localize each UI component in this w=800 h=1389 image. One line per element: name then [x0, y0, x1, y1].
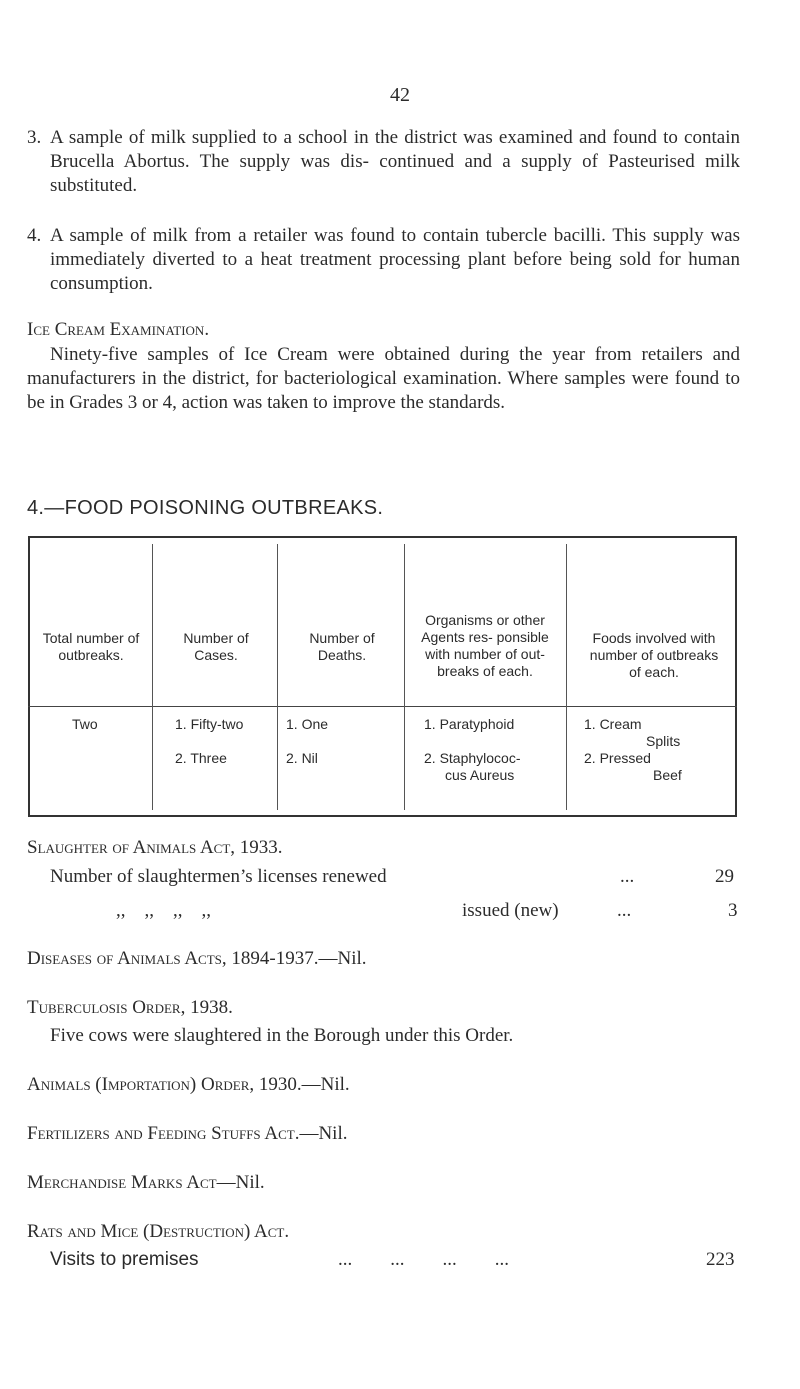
merchandise-line	[27, 1171, 265, 1195]
organism-2-cont: cus Aureus	[445, 767, 515, 783]
item-text: A sample of milk from a retailer was found to contain tubercle bacilli. This supply was immediately diverted to a heat treatment processing plant before being sold for human consumption.	[50, 225, 740, 294]
fertilizers-value: —Nil.	[299, 1123, 348, 1144]
table-header-rule	[28, 706, 737, 707]
animals-import-heading: Animals (Importation) Order, 1930.	[27, 1074, 302, 1095]
slaughter-heading: Slaughter of Animals Act, 1933.	[27, 837, 283, 858]
issued-value: 3	[728, 900, 738, 921]
table-border-right	[735, 536, 737, 817]
issued-label: issued (new)	[462, 900, 559, 921]
header-foods: Foods involved with number of outbreaks of each.	[589, 630, 719, 680]
rats-value: 223	[706, 1249, 735, 1270]
merchandise-heading: Merchandise Marks Act	[27, 1172, 217, 1193]
column-divider	[152, 544, 153, 810]
food-1-cont: Splits	[646, 733, 681, 749]
diseases-value: —Nil.	[318, 948, 367, 969]
column-divider	[277, 544, 278, 810]
animals-import-value: —Nil.	[301, 1074, 350, 1095]
item-text: A sample of milk supplied to a school in the district was examined and found to contain Brucella Abortus. The supply was dis- continued and a supply of Pasteurised milk substituted.	[50, 127, 740, 196]
renewed-label: Number of slaughtermen’s licenses renewed	[50, 866, 387, 887]
cases-1: 1. Fifty-two	[175, 716, 244, 732]
deaths-2: 2. Nil	[286, 750, 318, 766]
header-organisms: Organisms or other Agents res- ponsible with number of out- breaks of each.	[421, 612, 549, 679]
ditto-marks: ,, ,, ,, ,,	[116, 900, 211, 921]
food-1: 1. Cream	[584, 716, 642, 732]
column-divider	[566, 544, 567, 810]
table-border-left	[28, 536, 30, 817]
cases-2: 2. Three	[175, 750, 227, 766]
food-poisoning-table	[28, 536, 737, 817]
item-4	[0, 224, 800, 304]
renewed-value: 29	[715, 866, 734, 887]
tuberculosis-heading: Tuberculosis Order, 1938.	[27, 997, 233, 1018]
deaths-1: 1. One	[286, 716, 329, 732]
food-2: 2. Pressed	[584, 750, 651, 766]
tuberculosis-text: Five cows were slaughtered in the Borough under this Order.	[50, 1025, 514, 1046]
total-value: Two	[72, 716, 98, 732]
fertilizers-heading: Fertilizers and Feeding Stuffs Act.	[27, 1123, 300, 1144]
organism-1: 1. Paratyphoid	[424, 716, 515, 732]
item-number: 3.	[27, 127, 42, 148]
table-border-top	[28, 536, 737, 538]
animals-import-line	[27, 1073, 350, 1097]
ice-cream-text: Ninety-five samples of Ice Cream were obtained during the year from retailers and manufacturers in the district, for bacteriological examination. Where samples were found to be in Grades 3 or 4, action was taken to improve the standards.	[27, 344, 740, 413]
renewed-dots: ...	[620, 866, 635, 887]
header-deaths: Number of Deaths.	[309, 630, 375, 663]
merchandise-value: —Nil.	[216, 1172, 265, 1193]
fertilizers-line	[27, 1122, 347, 1146]
diseases-heading: Diseases of Animals Acts, 1894-1937.	[27, 948, 319, 969]
section-title: 4.—FOOD POISONING OUTBREAKS.	[27, 497, 384, 519]
item-3	[0, 126, 800, 206]
table-border-bottom	[28, 815, 737, 817]
food-2-cont: Beef	[653, 767, 682, 783]
item-number: 4.	[27, 225, 42, 246]
rats-heading: Rats and Mice (Destruction) Act.	[27, 1221, 290, 1242]
header-total: Total number of outbreaks.	[42, 630, 140, 663]
ice-cream-heading: Ice Cream Examination.	[27, 319, 210, 340]
column-divider	[404, 544, 405, 810]
rats-dots: ... ... ... ...	[338, 1249, 509, 1270]
organism-2: 2. Staphylococ-	[424, 750, 521, 766]
page-number: 42	[390, 84, 410, 106]
header-cases: Number of Cases.	[183, 630, 249, 663]
issued-dots: ...	[617, 900, 632, 921]
diseases-line	[27, 947, 367, 971]
rats-label: Visits to premises	[50, 1249, 199, 1270]
